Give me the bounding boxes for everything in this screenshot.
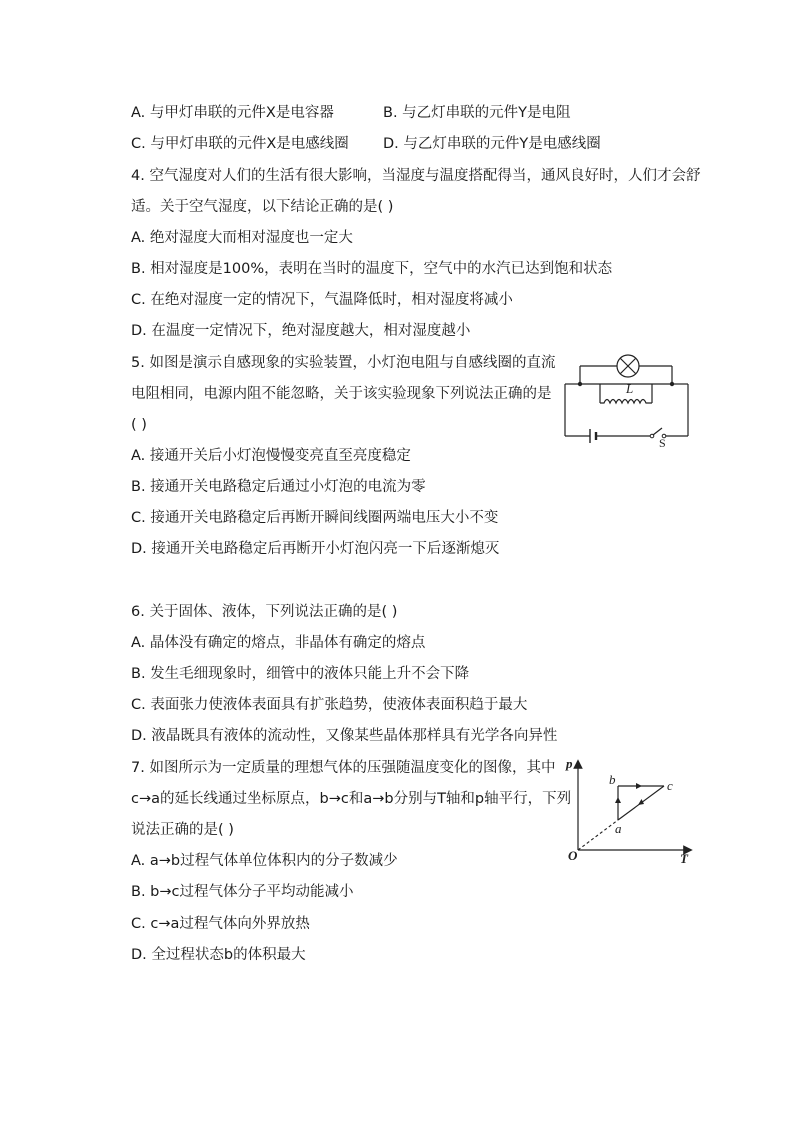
q7-option-b: B. b→c过程气体分子平均动能减小 [131, 884, 354, 900]
inductor-label: L [626, 381, 634, 396]
q5-option-b: B. 接通开关电路稳定后通过小灯泡的电流为零 [131, 479, 426, 495]
q3-option-b: B. 与乙灯串联的元件Y是电阻 [383, 105, 571, 121]
point-c-label: c [667, 778, 673, 793]
q5-option-a: A. 接通开关后小灯泡慢慢变亮直至亮度稳定 [131, 448, 411, 464]
q5-stem-line3: ( ) [131, 417, 147, 433]
p-axis-label: p [566, 756, 573, 771]
origin-label: O [568, 848, 578, 863]
q6-option-c: C. 表面张力使液体表面具有扩张趋势，使液体表面积趋于最大 [131, 697, 528, 713]
point-b-label: b [609, 772, 616, 787]
q5-option-c: C. 接通开关电路稳定后再断开瞬间线圈两端电压大小不变 [131, 510, 499, 526]
q5-stem-line1: 5. 如图是演示自感现象的实验装置，小灯泡电阻与自感线圈的直流 [131, 355, 556, 371]
q4-stem-line2: 适。关于空气湿度，以下结论正确的是( ) [131, 199, 394, 215]
q3-option-c: C. 与甲灯串联的元件X是电感线圈 [131, 136, 349, 152]
lamp-icon [617, 355, 639, 377]
q6-option-b: B. 发生毛细现象时，细管中的液体只能上升不会下降 [131, 666, 470, 682]
battery-icon [590, 429, 596, 443]
q4-option-c: C. 在绝对湿度一定的情况下，气温降低时，相对湿度将减小 [131, 292, 513, 308]
point-a-label: a [615, 821, 622, 836]
q3-option-a: A. 与甲灯串联的元件X是电容器 [131, 105, 334, 121]
q4-option-d: D. 在温度一定情况下，绝对湿度越大，相对湿度越小 [131, 323, 471, 339]
switch-label: S [659, 436, 666, 448]
ca-extension [578, 820, 618, 850]
q4-option-a: A. 绝对湿度大而相对湿度也一定大 [131, 230, 353, 246]
q7-option-c: C. c→a过程气体向外界放热 [131, 916, 310, 932]
q7-stem-line3: 说法正确的是( ) [131, 822, 234, 838]
q5-option-d: D. 接通开关电路稳定后再断开小灯泡闪亮一下后逐渐熄灭 [131, 541, 500, 557]
q6-option-d: D. 液晶既具有液体的流动性，又像某些晶体那样具有光学各向异性 [131, 728, 558, 744]
q5-stem-line2: 电阻相同，电源内阻不能忽略，关于该实验现象下列说法正确的是 [131, 386, 552, 402]
q7-pt-graph [560, 756, 700, 868]
q4-stem-line1: 4. 空气湿度对人们的生活有很大影响，当湿度与温度搭配得当，通风良好时，人们才会舒 [131, 168, 701, 184]
q7-option-a: A. a→b过程气体单位体积内的分子数减少 [131, 853, 398, 869]
q7-option-d: D. 全过程状态b的体积最大 [131, 947, 306, 963]
q3-option-d: D. 与乙灯串联的元件Y是电感线圈 [383, 136, 601, 152]
t-axis-label: T [680, 851, 688, 866]
q6-stem: 6. 关于固体、液体，下列说法正确的是( ) [131, 604, 398, 620]
q6-option-a: A. 晶体没有确定的熔点，非晶体有确定的熔点 [131, 635, 426, 651]
q7-stem-line2: c→a的延长线通过坐标原点，b→c和a→b分别与T轴和p轴平行，下列 [131, 791, 572, 807]
q4-option-b: B. 相对湿度是100%，表明在当时的温度下，空气中的水汽已达到饱和状态 [131, 261, 613, 277]
q7-stem-line1: 7. 如图所示为一定质量的理想气体的压强随温度变化的图像，其中 [131, 760, 556, 776]
q5-circuit-diagram [560, 348, 700, 448]
